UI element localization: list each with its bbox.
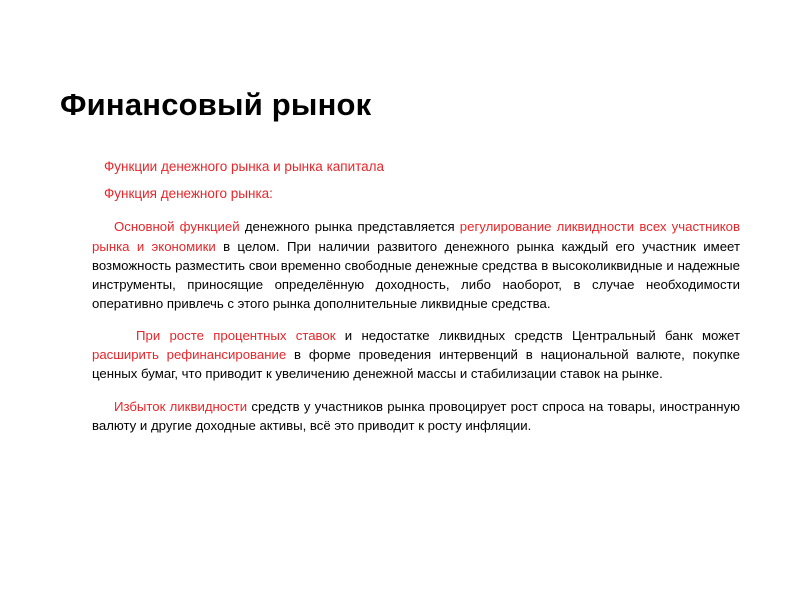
text-run: регулирование ликвидности всех участников рынка и экономики: [92, 219, 740, 254]
text-run: При росте процентных ставок: [136, 328, 336, 344]
text-run: средств у участников рынка провоцирует рост спроса на товары, иностранную валюту и другие доходные активы, всё это приводит к росту инфляции.: [92, 398, 740, 433]
text-run: в целом. При наличии развитого денежного рынка каждый его участник имеет возможность разместить свои временно свободные денежные средства в высоколиквидные и надежные инструменты, приносящие определённую доходность, либо наоборот, в случае необходимости оперативно привлечь с этого рынка дополнительные ликвидные средства.: [92, 238, 740, 311]
text-run: расширить рефинансирование: [92, 347, 287, 363]
text-run: Избыток ликвидности: [114, 398, 248, 414]
section-heading-money-market-function: Функция денежного рынка:: [104, 186, 273, 202]
text-run: Основной функцией: [114, 219, 240, 235]
paragraph-main-function: [92, 217, 740, 313]
paragraph-rate-growth: [92, 326, 740, 383]
paragraph-liquidity-surplus: [92, 397, 740, 435]
page-title: Финансовый рынок: [60, 86, 372, 122]
text-run: в форме проведения интервенций в национальной валюте, покупке ценных бумаг, что приводит к увеличению денежной массы и стабилизации ставок на рынке.: [92, 347, 740, 382]
slide-body: [92, 158, 740, 448]
section-heading-functions: Функции денежного рынка и рынка капитала: [104, 159, 385, 174]
text-run: денежного рынка представляется: [239, 219, 460, 235]
text-run: и недостатке ликвидных средств Центральный банк может: [335, 328, 740, 344]
